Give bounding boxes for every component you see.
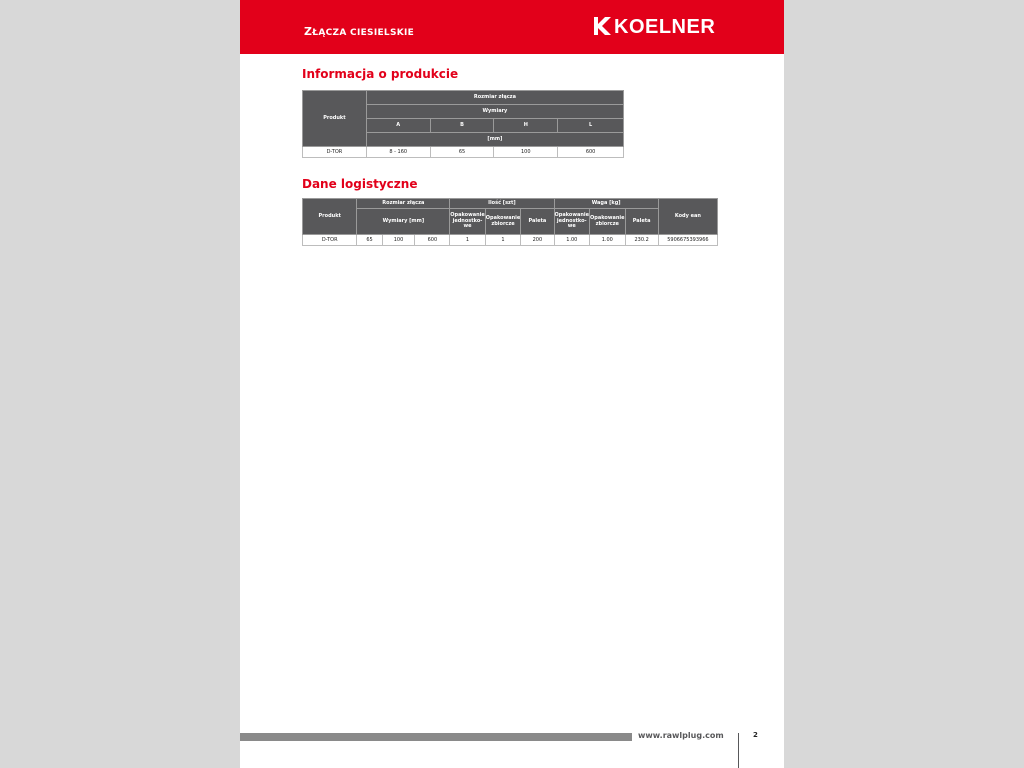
cell-dim-3: 600	[415, 235, 450, 246]
table-row	[303, 147, 624, 158]
cell-dim-1: 65	[357, 235, 382, 246]
header-weight: Waga [kg]	[554, 199, 658, 209]
cell-weight-pallet: 230.2	[625, 235, 658, 246]
cell-weight-bulk: 1.00	[590, 235, 626, 246]
section-title-product-info: Informacja o produkcie	[302, 67, 459, 81]
header-unit: [mm]	[366, 133, 623, 147]
header-quantity: Ilość [szt]	[450, 199, 554, 209]
cell-qty-unit: 1	[450, 235, 486, 246]
header-band	[240, 0, 784, 54]
header-bulk-pack-qty: Opakowanie zbiorcze	[485, 209, 521, 235]
header-product: Produkt	[303, 199, 357, 235]
footer-bar	[240, 733, 632, 741]
section-title-logistics: Dane logistyczne	[302, 177, 418, 191]
document-page	[240, 0, 784, 768]
footer-website-link[interactable]: www.rawlplug.com	[638, 731, 724, 740]
header-product: Produkt	[303, 91, 367, 147]
header-col-h: H	[494, 119, 558, 133]
cell-dim-2: 100	[382, 235, 415, 246]
cell-b: 65	[430, 147, 494, 158]
cell-a: 8 - 160	[366, 147, 430, 158]
cell-weight-unit: 1.00	[554, 235, 590, 246]
header-col-l: L	[558, 119, 624, 133]
header-ean: Kody ean	[658, 199, 717, 235]
header-unit-pack-weight: Opakowanie jednostko-we	[554, 209, 590, 235]
logo-text: KOELNER	[614, 16, 716, 38]
cell-ean: 5906675393966	[658, 235, 717, 246]
header-title: ZŁĄCZA CIESIELSKIE	[304, 25, 415, 38]
header-col-a: A	[366, 119, 430, 133]
cell-l: 600	[558, 147, 624, 158]
header-joint-size: Rozmiar złącza	[357, 199, 450, 209]
header-dimensions: Wymiary	[366, 105, 623, 119]
cell-h: 100	[494, 147, 558, 158]
header-pallet-qty: Paleta	[521, 209, 554, 235]
cell-qty-pallet: 200	[521, 235, 554, 246]
header-unit-pack-qty: Opakowanie jednostko-we	[450, 209, 486, 235]
footer-divider	[738, 733, 739, 768]
header-dimensions-mm: Wymiary [mm]	[357, 209, 450, 235]
header-joint-size: Rozmiar złącza	[366, 91, 623, 105]
header-col-b: B	[430, 119, 494, 133]
logo-mark-icon	[594, 17, 612, 35]
header-pallet-weight: Paleta	[625, 209, 658, 235]
header-title-rest: ŁĄCZA CIESIELSKIE	[312, 28, 415, 38]
cell-product: D-TOR	[303, 147, 367, 158]
page-number: 2	[753, 731, 758, 739]
cell-qty-bulk: 1	[485, 235, 521, 246]
product-info-table	[302, 90, 624, 158]
cell-product: D-TOR	[303, 235, 357, 246]
koelner-logo	[594, 15, 718, 39]
logistics-table	[302, 198, 718, 246]
table-row	[303, 235, 718, 246]
header-bulk-pack-weight: Opakowanie zbiorcze	[590, 209, 626, 235]
